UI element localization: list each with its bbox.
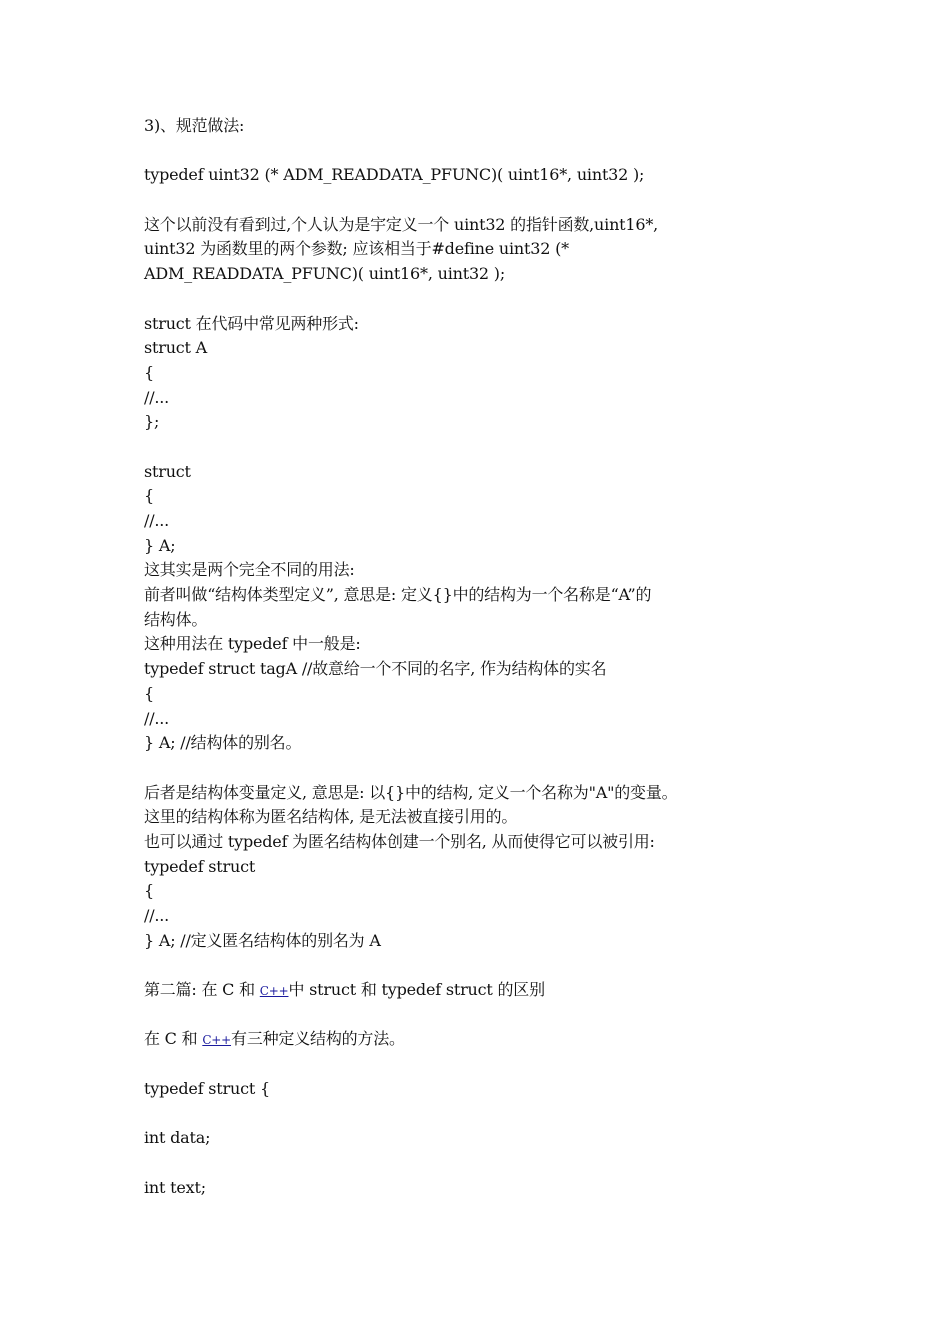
document-body xyxy=(144,114,824,1200)
code-line: int data; xyxy=(144,1128,211,1148)
code-line: //... xyxy=(144,511,170,530)
text-line: struct 在代码中常见两种形式: xyxy=(144,313,359,333)
code-line: typedef struct xyxy=(144,856,256,876)
section-heading-line xyxy=(144,978,824,1003)
code-line: }; xyxy=(144,412,160,432)
blank-line xyxy=(144,435,824,460)
code-line: { xyxy=(144,486,154,506)
code-line: { xyxy=(144,881,154,901)
heading-prefix: 第二篇: 在 C 和 xyxy=(144,980,260,1000)
blank-line xyxy=(144,953,824,978)
blank-line xyxy=(144,139,824,164)
text-line: 这其实是两个完全不同的用法: xyxy=(144,560,355,580)
text-prefix: 在 C 和 xyxy=(144,1029,203,1049)
cpp-link[interactable]: C++ xyxy=(259,984,289,999)
text-line: 这个以前没有看到过,个人认为是宇定义一个 uint32 的指针函数,uint16*, xyxy=(144,214,659,234)
code-line: struct xyxy=(144,461,191,481)
code-line: { xyxy=(144,362,154,382)
blank-line xyxy=(144,1151,824,1176)
cpp-link[interactable]: C++ xyxy=(202,1033,232,1048)
code-line: } A; xyxy=(144,535,176,555)
code-line: { xyxy=(144,683,154,703)
text-line: 这里的结构体称为匿名结构体, 是无法被直接引用的。 xyxy=(144,807,518,827)
code-line: typedef struct { xyxy=(144,1078,270,1098)
text-line: ADM_READDATA_PFUNC)( uint16*, uint32 ); xyxy=(144,264,506,284)
text-line xyxy=(144,1027,824,1052)
code-line: //... xyxy=(144,906,170,925)
text-suffix: 有三种定义结构的方法。 xyxy=(231,1029,405,1049)
code-line: typedef struct tagA //故意给一个不同的名字, 作为结构体的实名 xyxy=(144,659,607,679)
text-line: 前者叫做“结构体类型定义”, 意思是: 定义{}中的结构为一个名称是“A”的 xyxy=(144,585,652,605)
code-line: int text; xyxy=(144,1177,206,1197)
text-line: 3)、规范做法: xyxy=(144,116,245,135)
code-line: typedef uint32 (* ADM_READDATA_PFUNC)( uint16*, uint32 ); xyxy=(144,165,645,185)
text-line: 这种用法在 typedef 中一般是: xyxy=(144,634,361,654)
code-line: struct A xyxy=(144,338,208,358)
code-line: //... xyxy=(144,708,170,728)
blank-line xyxy=(144,188,824,213)
blank-line xyxy=(144,756,824,781)
text-line: 结构体。 xyxy=(144,609,208,629)
code-line: } A; //定义匿名结构体的别名为 A xyxy=(144,930,381,950)
code-line: } A; //结构体的别名。 xyxy=(144,733,302,753)
text-line: uint32 为函数里的两个参数; 应该相当于#define uint32 (* xyxy=(144,239,569,259)
text-line: 后者是结构体变量定义, 意思是: 以{}中的结构, 定义一个名称为"A"的变量。 xyxy=(144,782,678,802)
blank-line xyxy=(144,287,824,312)
blank-line xyxy=(144,1003,824,1028)
blank-line xyxy=(144,1052,824,1077)
heading-suffix: 中 struct 和 typedef struct 的区别 xyxy=(288,980,545,1000)
code-line: //... xyxy=(144,387,170,407)
blank-line xyxy=(144,1102,824,1127)
text-line: 也可以通过 typedef 为匿名结构体创建一个别名, 从而使得它可以被引用: xyxy=(144,831,655,851)
